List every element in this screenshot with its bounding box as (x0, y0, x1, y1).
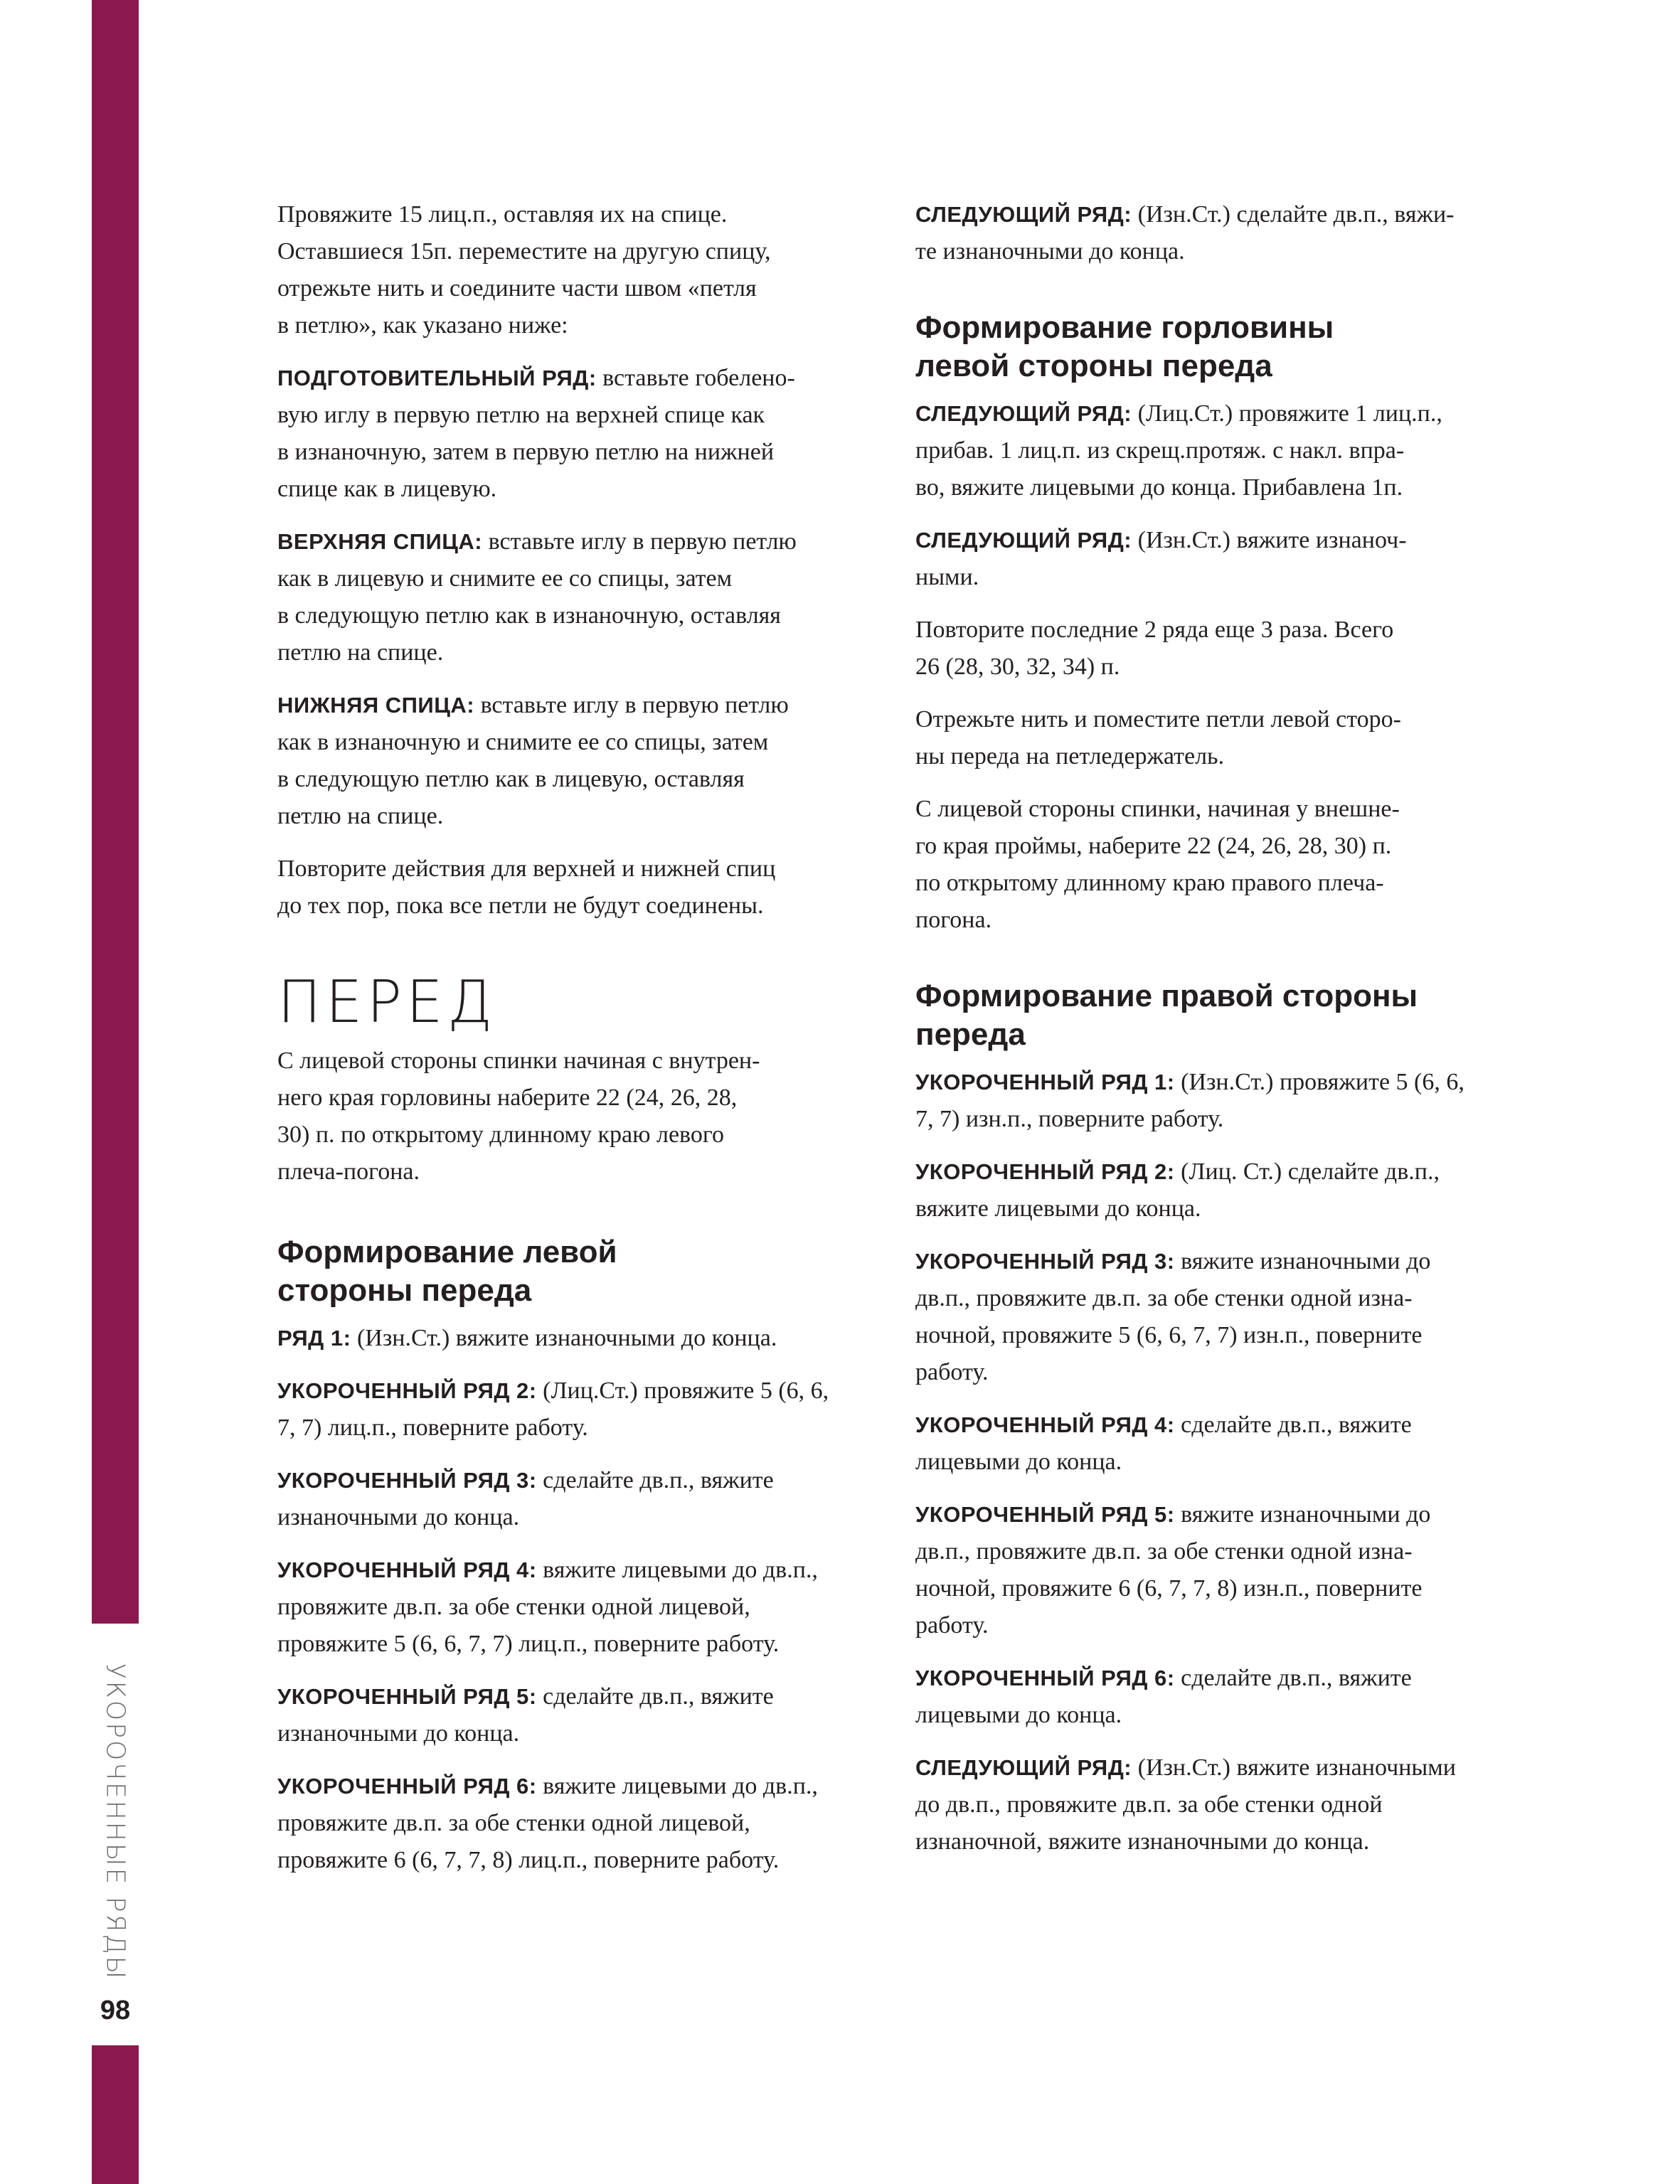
repeat-rows-paragraph: Повторите последние 2 ряда еще 3 раза. Всего 26 (28, 30, 32, 34) п. (915, 617, 1394, 680)
short-row-4: УКОРОЧЕННЫЙ РЯД 4: вяжите лицевыми до дв.п., провяжите дв.п. за обе стенки одной лицевой, провяжите 5 (6, 6, 7, 7) лиц.п., поверните работу. (277, 1557, 818, 1657)
row-1: РЯД 1: (Изн.Ст.) вяжите изнаночными до конца. (277, 1325, 777, 1351)
section-title: ПЕРЕД (277, 969, 497, 1036)
next-row-rs: СЛЕДУЮЩИЙ РЯД: (Лиц.Ст.) провяжите 1 лиц.п., прибав. 1 лиц.п. из скрещ.протяж. с накл. впра- во, вяжите лицевыми до конца. Прибавлена 1п. (915, 400, 1442, 501)
subheading-right-side: Формирование правой стороны переда (915, 979, 1418, 1052)
repeat-paragraph: Повторите действия для верхней и нижней спиц до тех пор, пока все петли не будут соединены. (277, 856, 776, 919)
cut-yarn-paragraph: Отрежьте нить и поместите петли левой сторо- ны переда на петледержатель. (915, 706, 1401, 769)
right-short-row-3: УКОРОЧЕННЫЙ РЯД 3: вяжите изнаночными до дв.п., провяжите дв.п. за обе стенки одной изна- ночной, провяжите 5 (6, 6, 7, 7) изн.п., поверните работу. (915, 1248, 1431, 1385)
subheading-neckline-left: Формирование горловины левой стороны переда (915, 310, 1334, 383)
next-row: СЛЕДУЮЩИЙ РЯД: (Изн.Ст.) сделайте дв.п., вяжи- те изнаночными до конца. (915, 201, 1455, 265)
left-column (277, 196, 868, 1895)
right-short-row-4: УКОРОЧЕННЫЙ РЯД 4: сделайте дв.п., вяжите лицевыми до конца. (915, 1412, 1412, 1475)
step-preparatory: ПОДГОТОВИТЕЛЬНЫЙ РЯД: вставьте гобелено- вую иглу в первую петлю на верхней спице как в изнаночную, затем в первую петлю на нижней спице как в лицевую. (277, 365, 795, 502)
step-lower-needle: НИЖНЯЯ СПИЦА: вставьте иглу в первую петлю как в изнаночную и снимите ее со спицы, затем в следующую петлю как в лицевую, оставляя петлю на спице. (277, 692, 789, 829)
side-accent-bar-bottom (92, 2045, 139, 2184)
chapter-side-label: УКОРОЧЕННЫЕ РЯДЫ (100, 1663, 130, 1981)
section-intro: С лицевой стороны спинки начиная с внутрен- него края горловины наберите 22 (24, 26, 28, 30) п. по открытому длинному краю левого плеча-погона. (277, 1048, 760, 1185)
right-short-row-6: УКОРОЧЕННЫЙ РЯД 6: сделайте дв.п., вяжите лицевыми до конца. (915, 1665, 1412, 1728)
next-row-ws: СЛЕДУЮЩИЙ РЯД: (Изн.Ст.) вяжите изнаноч- ными. (915, 527, 1407, 590)
intro-paragraph: Провяжите 15 лиц.п., оставляя их на спице. Оставшиеся 15п. переместите на другую спицу, отрежьте нить и соедините части швом «петля в петлю», как указано ниже: (277, 201, 771, 339)
right-short-row-1: УКОРОЧЕННЫЙ РЯД 1: (Изн.Ст.) провяжите 5 (6, 6, 7, 7) изн.п., поверните работу. (915, 1069, 1464, 1132)
short-row-2: УКОРОЧЕННЫЙ РЯД 2: (Лиц.Ст.) провяжите 5 (6, 6, 7, 7) лиц.п., поверните работу. (277, 1378, 829, 1441)
right-next-row-final: СЛЕДУЮЩИЙ РЯД: (Изн.Ст.) вяжите изнаночными до дв.п., провяжите дв.п. за обе стенки одной изнаночной, вяжите изнаночными до конца. (915, 1754, 1456, 1855)
right-short-row-5: УКОРОЧЕННЫЙ РЯД 5: вяжите изнаночными до дв.п., провяжите дв.п. за обе стенки одной изна- ночной, провяжите 6 (6, 7, 7, 8) изн.п., поверните работу. (915, 1501, 1431, 1639)
subheading-left-side: Формирование левой стороны переда (277, 1235, 617, 1308)
step-upper-needle: ВЕРХНЯЯ СПИЦА: вставьте иглу в первую петлю как в лицевую и снимите ее со спицы, затем в следующую петлю как в изнаночную, оставляя петлю на спице. (277, 528, 797, 666)
short-row-5: УКОРОЧЕННЫЙ РЯД 5: сделайте дв.п., вяжите изнаночными до конца. (277, 1683, 774, 1747)
pickup-paragraph: С лицевой стороны спинки, начиная у внешне- го края проймы, наберите 22 (24, 26, 28, 30) п. по открытому длинному краю правого плеча- погона. (915, 796, 1400, 933)
right-column (915, 196, 1506, 1876)
short-row-6: УКОРОЧЕННЫЙ РЯД 6: вяжите лицевыми до дв.п., провяжите дв.п. за обе стенки одной лицевой, провяжите 6 (6, 7, 7, 8) лиц.п., поверните работу. (277, 1773, 818, 1873)
page-number: 98 (100, 1996, 131, 2025)
right-short-row-2: УКОРОЧЕННЫЙ РЯД 2: (Лиц. Ст.) сделайте дв.п., вяжите лицевыми до конца. (915, 1158, 1440, 1222)
side-accent-bar-top (92, 0, 139, 1624)
short-row-3: УКОРОЧЕННЫЙ РЯД 3: сделайте дв.п., вяжите изнаночными до конца. (277, 1467, 774, 1530)
